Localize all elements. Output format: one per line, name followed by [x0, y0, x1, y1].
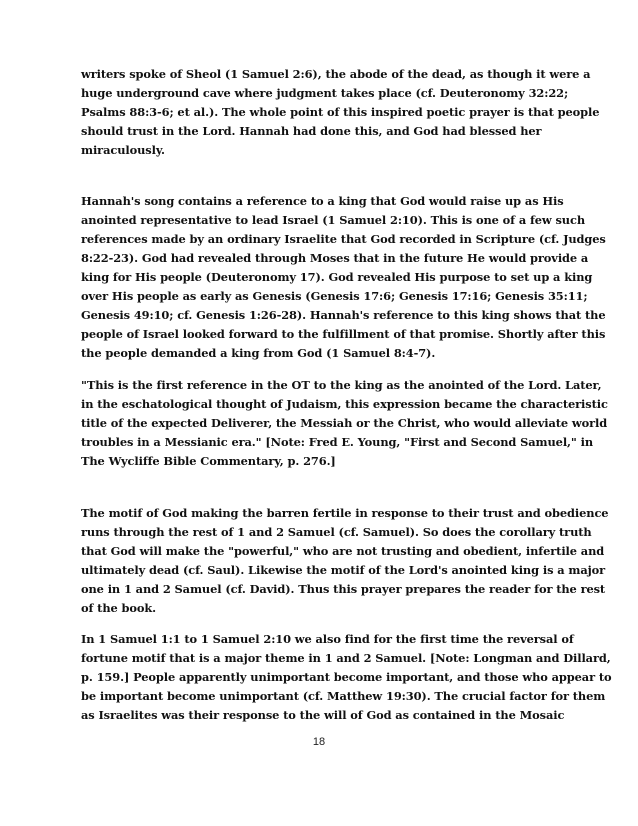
text-line: huge underground cave where judgment takes place (cf. Deuteronomy 32:22;	[81, 86, 569, 100]
paragraph-quotation	[81, 376, 608, 471]
text-line: The Wycliffe Bible Commentary, p. 276.]	[81, 454, 336, 468]
text-line: The motif of God making the barren fertile in response to their trust and obedience	[81, 506, 609, 520]
text-line: 8:22-23). God had revealed through Moses that in the future He would provide a	[81, 251, 589, 265]
text-line: writers spoke of Sheol (1 Samuel 2:6), the abode of the dead, as though it were a	[81, 67, 591, 81]
text-line: one in 1 and 2 Samuel (cf. David). Thus this prayer prepares the reader for the rest	[81, 582, 606, 596]
text-line: p. 159.] People apparently unimportant become important, and those who appear to	[81, 670, 612, 684]
text-line: anointed representative to lead Israel (1 Samuel 2:10). This is one of a few such	[81, 213, 586, 227]
text-line: people of Israel looked forward to the fulfillment of that promise. Shortly after this	[81, 327, 606, 341]
text-line: "This is the first reference in the OT to the king as the anointed of the Lord. Later,	[81, 378, 602, 392]
text-line: miraculously.	[81, 143, 165, 157]
text-line: Psalms 88:3-6; et al.). The whole point of this inspired poetic prayer is that people	[81, 105, 600, 119]
text-line: as Israelites was their response to the will of God as contained in the Mosaic	[81, 708, 565, 722]
text-line: references made by an ordinary Israelite that God recorded in Scripture (cf. Judges	[81, 232, 606, 246]
text-line: fortune motif that is a major theme in 1 and 2 Samuel. [Note: Longman and Dillard,	[81, 651, 611, 665]
paragraph-sheol	[81, 65, 600, 160]
text-line: ultimately dead (cf. Saul). Likewise the motif of the Lord's anointed king is a major	[81, 563, 606, 577]
text-line: of the book.	[81, 601, 157, 615]
text-line: Hannah's song contains a reference to a king that God would raise up as His	[81, 194, 564, 208]
text-line: that God will make the "powerful," who are not trusting and obedient, infertile and	[81, 544, 605, 558]
text-line: Genesis 49:10; cf. Genesis 1:26-28). Hannah's reference to this king shows that the	[81, 308, 606, 322]
text-line: troubles in a Messianic era." [Note: Fred E. Young, "First and Second Samuel," in	[81, 435, 594, 449]
page-number: 18	[312, 736, 326, 748]
text-line: the people demanded a king from God (1 Samuel 8:4-7).	[81, 346, 436, 360]
text-line: title of the expected Deliverer, the Messiah or the Christ, who would alleviate world	[81, 416, 608, 430]
text-line: king for His people (Deuteronomy 17). God revealed His purpose to set up a king	[81, 270, 593, 284]
text-line: runs through the rest of 1 and 2 Samuel (cf. Samuel). So does the corollary truth	[81, 525, 592, 539]
paragraph-reversal-of-fortune	[81, 630, 612, 725]
text-line: be important become unimportant (cf. Matthew 19:30). The crucial factor for them	[81, 689, 606, 703]
paragraph-barren-fertile-motif	[81, 504, 609, 618]
text-line: in the eschatological thought of Judaism, this expression became the characteristic	[81, 397, 608, 411]
text-line: over His people as early as Genesis (Genesis 17:6; Genesis 17:16; Genesis 35:11;	[81, 289, 588, 303]
paragraph-hannahs-song	[81, 192, 606, 363]
text-line: should trust in the Lord. Hannah had done this, and God had blessed her	[81, 124, 542, 138]
text-line: In 1 Samuel 1:1 to 1 Samuel 2:10 we also find for the first time the reversal of	[81, 632, 574, 646]
